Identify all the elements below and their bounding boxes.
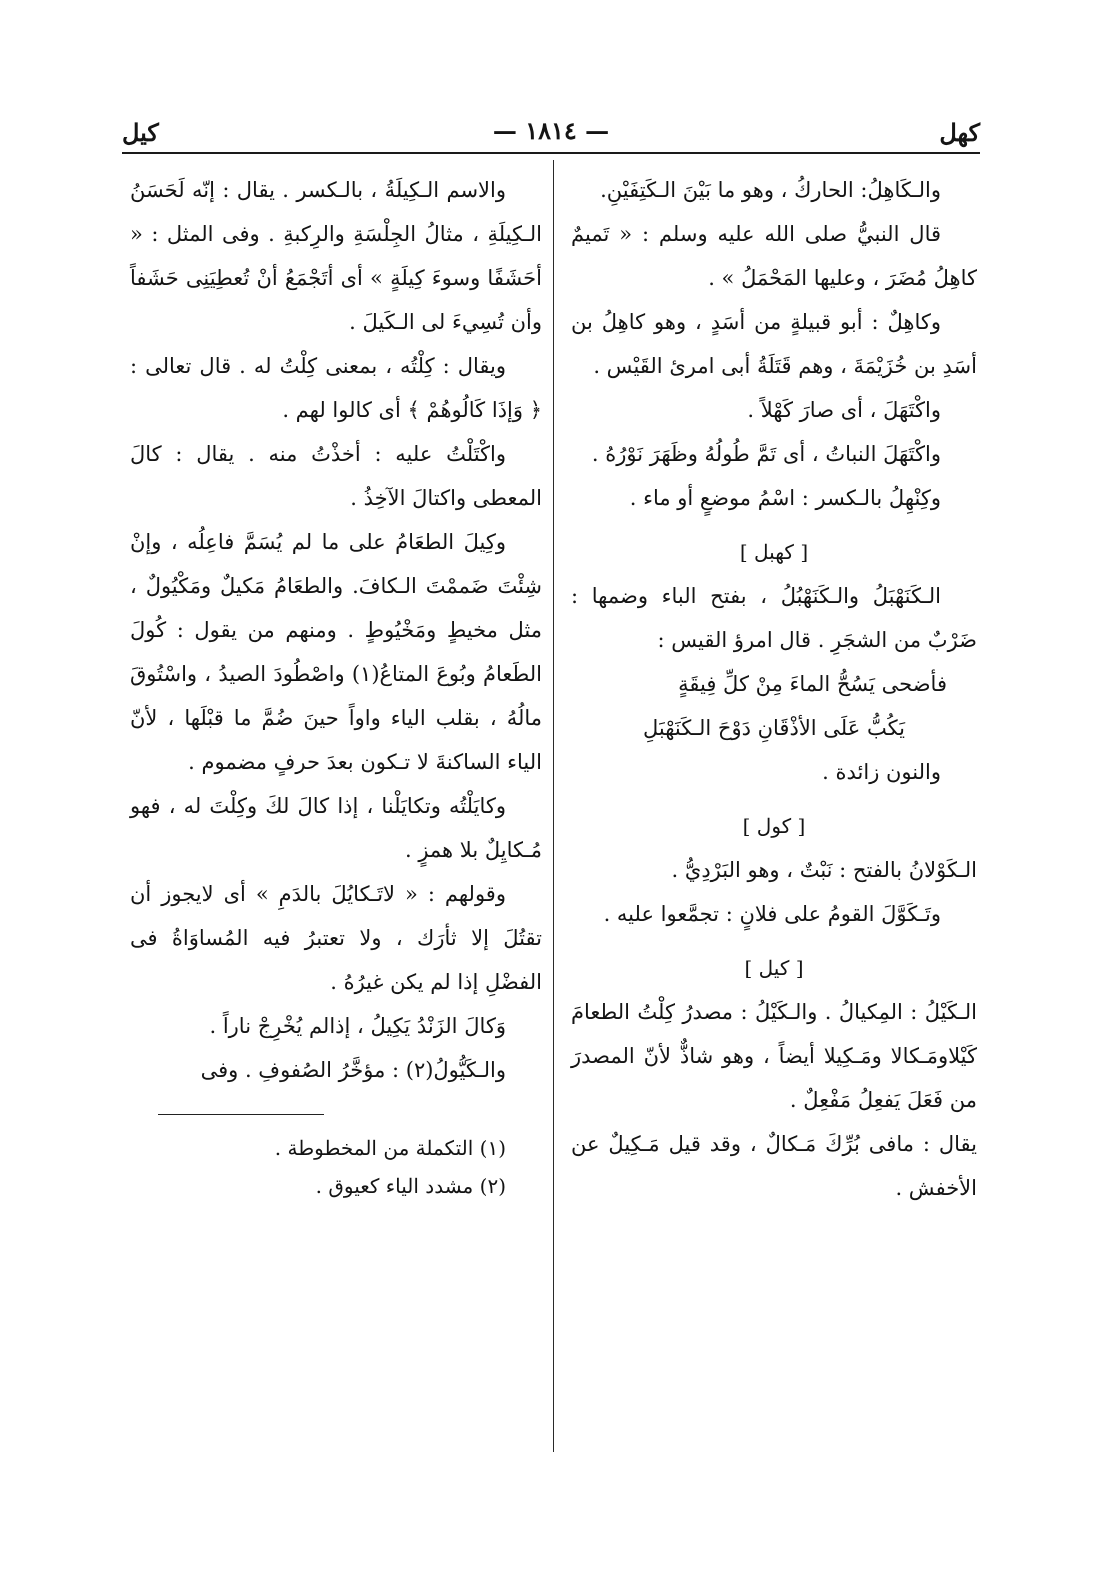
entry-paragraph: واكْتَهَلَ النباتُ ، أى تَمَّ طُولُهُ وظَهَرَ نَوْرُهُ . <box>591 442 941 466</box>
entry-paragraph: وتَـكَوَّلَ القومُ على فلانٍ : تجمَّعوا عليه . <box>603 902 941 926</box>
right-column <box>571 168 977 1210</box>
entry-paragraph: الـكَنَهْبَلُ والـكَنَهْبُلُ ، بفتح الباء وضمها : ضَرْبٌ من الشجَرِ . قال امرؤ القيس : <box>571 584 977 652</box>
root-heading: [ كهبل ] <box>739 540 809 564</box>
entry-paragraph: الـكَيْلُ : المِكيالُ . والـكَيْلُ : مصدرُ كِلْتُ الطعامَ كَيْلاومَـكالا ومَـكِيلا أيضاً ، وهو شاذٌّ لأنّ المصدرَ من فَعَلَ يَفعِلُ مَفْعِلٌ . <box>571 1000 977 1112</box>
entry-paragraph: والـكَيُّولُ(٢) : مؤخَّرُ الصُفوفِ . وفى <box>200 1058 506 1082</box>
running-head <box>122 112 980 152</box>
footnote: (٢) مشدد الياء كعيوق . <box>315 1174 506 1198</box>
poetry-verse: يَكُبُّ عَلَى الأذْقَانِ دَوْحَ الـكَنَهْبَلِ <box>642 716 906 740</box>
entry-paragraph: يقال : مافى بُرِّكَ مَـكالٌ ، وقد قيل مَـكِيلٌ عن الأخفش . <box>571 1132 977 1200</box>
entry-paragraph: وقولهم : « لاتَـكايُلَ بالدَمِ » أى لايجوز أن تقتُلَ إلا ثأرَك ، ولا تعتبرُ فيه المُساوَاةُ فى الفضْلِ إذا لم يكن غيرُهُ . <box>130 882 542 994</box>
entry-paragraph: واكْتَهَلَ ، أى صارَ كَهْلاً . <box>747 398 941 422</box>
entry-paragraph: والنون زائدة . <box>822 760 941 784</box>
entry-paragraph: وكِيلَ الطعَامُ على ما لم يُسَمَّ فاعِلُه ، وإنْ شِئْتَ ضَممْتَ الـكافَ. والطعَامُ مَكيلٌ ومَكْيُولٌ ، مثل مخيطٍ ومَخْيُوطٍ . ومنهم من يقول : كُولَ الطَعامُ وبُوعَ المتاعُ(١) واصْطُودَ الصيدُ ، واسْتُوقَ مالُهُ ، بقلب الياء واواً حينَ ضُمَّ ما قبْلَها ، لأنّ الياء الساكنةَ لا تـكون بعدَ حرفٍ مضموم . <box>130 530 542 774</box>
footnote: (١) التكملة من المخطوطة . <box>274 1136 506 1160</box>
root-heading: [ كيل ] <box>744 956 804 980</box>
entry-paragraph: واكْتَلْتُ عليه : أخذْتُ منه . يقال : كالَ المعطى واكتالَ الآخِذُ . <box>130 442 542 510</box>
entry-paragraph: وَكالَ الزَنْدُ يَكِيلُ ، إذالم يُخْرِجْ ناراً . <box>209 1014 506 1038</box>
entry-paragraph: ويقال : كِلْتُه ، بمعنى كِلْتُ له . قال تعالى : ﴿ وَإذَا كَالُوهُمْ ﴾ أى كالوا لهم . <box>130 354 542 422</box>
column-divider <box>553 160 554 1452</box>
footnote-rule <box>158 1114 324 1115</box>
entry-paragraph: والـكَاهِلُ: الحاركُ ، وهو ما بَيْنَ الـكَتِفَيْنِ. <box>600 178 941 202</box>
header-root-left: كيل <box>122 118 159 147</box>
left-column <box>130 168 542 1205</box>
left-column-body <box>130 168 542 1092</box>
entry-paragraph: وكايَلْتُه وتكايَلْنا ، إذا كالَ لكَ وكِلْتَ له ، فهو مُـكايِلٌ بلا همزٍ . <box>130 794 542 862</box>
poetry-verse: فأضحى يَسُحُّ الماءَ مِنْ كلِّ فِيقَةٍ <box>678 672 947 696</box>
page-number: — ١٨١٤ — <box>492 116 610 145</box>
entry-paragraph: وكاهِلٌ : أبو قبيلةٍ من أسَدٍ ، وهو كاهِلُ بن أسَدِ بن خُزَيْمَةَ ، وهم قَتَلَةُ أبى امرئ القَيْس . <box>571 310 977 378</box>
entry-paragraph: وكِنْهِلُ بالـكسر : اسْمُ موضعٍ أو ماء . <box>629 486 941 510</box>
header-rule <box>122 152 980 154</box>
root-heading: [ كول ] <box>742 814 806 838</box>
footnotes <box>130 1129 542 1205</box>
entry-paragraph: والاسم الـكِيلَةُ ، بالـكسر . يقال : إنّه لَحَسَنُ الـكِيلَةِ ، مثالُ الجِلْسَةِ والرِكبةِ . وفى المثل : « أحَشَفًا وسوءَ كِيلَةٍ » أى أتَجْمَعُ أنْ تُعطِيَنِى حَشَفاً وأن تُسِيءَ لى الـكَيلَ . <box>130 178 542 334</box>
entry-paragraph: الـكَوْلانُ بالفتح : نَبْتٌ ، وهو البَرْدِيُّ . <box>671 858 977 882</box>
header-root-right: كهل <box>939 118 980 147</box>
entry-paragraph: قال النبيُّ صلى الله عليه وسلم : « تَميمٌ كاهِلُ مُضَرَ ، وعليها المَحْمَلُ » . <box>571 222 977 290</box>
